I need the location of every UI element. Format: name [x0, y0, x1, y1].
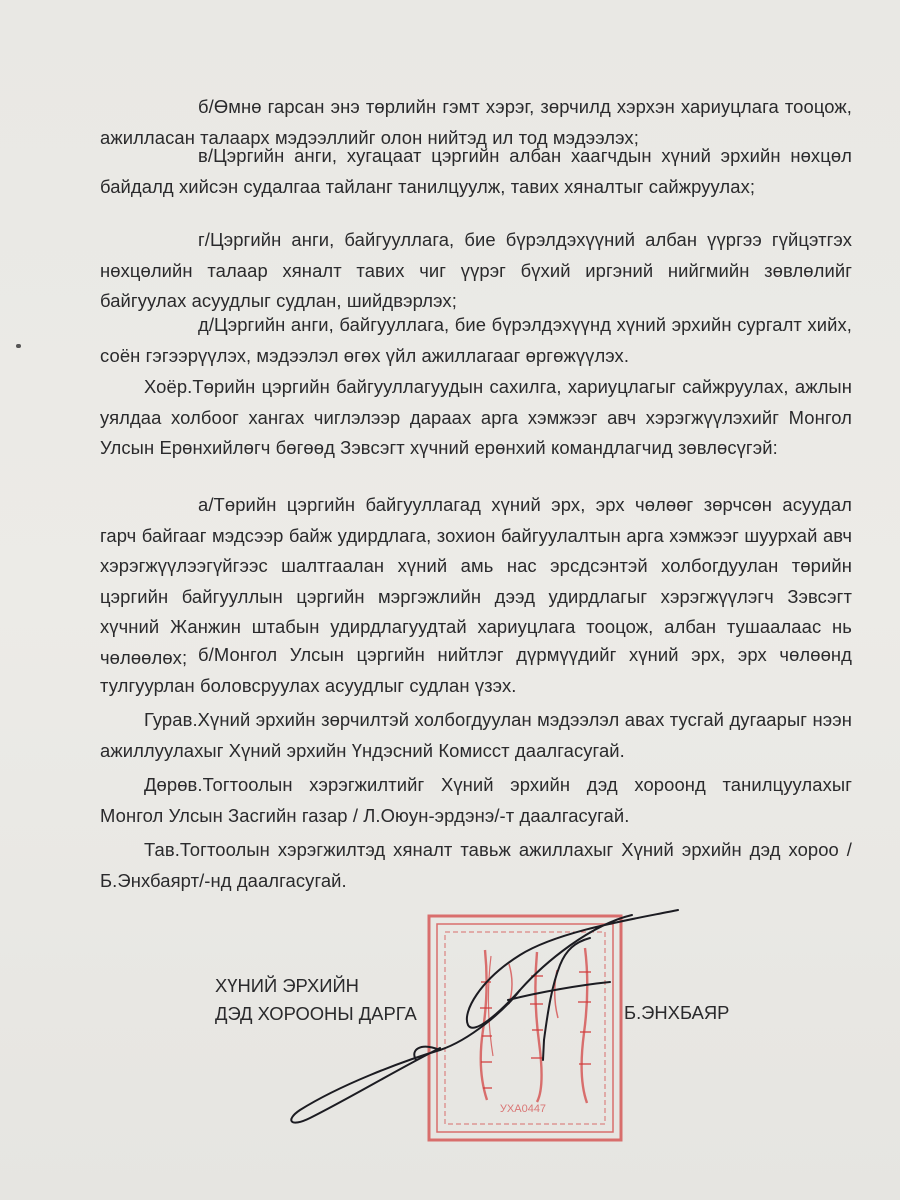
margin-mark: [16, 344, 21, 348]
paragraph-d-training: д/Цэргийн анги, байгууллага, бие бүрэлдэхүүнд хүний эрхийн сургалт хийх, соён гэгээрүүлэх, мэдээлэл өгөх үйл ажиллагааг өргөжүүлэх.: [100, 314, 852, 366]
signatory-name: Б.ЭНХБАЯР: [624, 1002, 730, 1023]
signatory-title-line1: ХҮНИЙ ЭРХИЙН: [215, 975, 359, 996]
paragraph-two-discipline: Хоёр.Төрийн цэргийн байгууллагуудын сахилга, хариуцлагыг сайжруулах, ажлын уялдаа холбоог хангах чиглэлээр дараах арга хэмжээг авч хэрэгжүүлэхийг Монгол Улсын Ерөнхийлөгч бөгөөд Зэвсэгт хүчний ерөнхий командлагчид зөвлөсүгэй:: [100, 376, 852, 458]
paragraph-five-oversight: Тав.Тогтоолын хэрэгжилтэд хяналт тавьж ажиллахыг Хүний эрхийн дэд хороо /Б.Энхбаярт/-нд даалгасугай.: [100, 839, 852, 891]
paragraph-four-government: Дөрөв.Тогтоолын хэрэгжилтийг Хүний эрхийн дэд хороонд танилцуулахыг Монгол Улсын Засгийн газар / Л.Оюун-эрдэнэ/-т даалгасугай.: [100, 774, 852, 826]
paragraph-b-regulations: б/Монгол Улсын цэргийн нийтлэг дүрмүүдийг хүний эрх, эрх чөлөөнд тулгуурлан боловсруулах асуудлыг судлан үзэх.: [100, 644, 852, 696]
signatory-title-line2: ДЭД ХОРООНЫ ДАРГА: [215, 1003, 417, 1024]
paragraph-three-hotline: Гурав.Хүний эрхийн зөрчилтэй холбогдуулан мэдээлэл авах тусгай дугаарыг нээн ажиллуулахыг Хүний эрхийн Үндэсний Комисст даалгасугай.: [100, 709, 852, 761]
signatory-title: [215, 972, 417, 1028]
paragraph-v-study-report: в/Цэргийн анги, хугацаат цэргийн албан хаагчдын хүний эрхийн нөхцөл байдалд хийсэн судалгаа тайланг танилцуулж, тавих хяналтыг сайжруулах;: [100, 145, 852, 197]
official-stamp: [425, 912, 625, 1144]
paragraph-g-civil-council: г/Цэргийн анги, байгууллага, бие бүрэлдэхүүний албан үүргээ гүйцэтгэх нөхцөлийн талаар хяналт тавих чиг үүрэг бүхий иргэний нийгмийн зөвлөлийг байгуулах асуудлыг судлан, шийдвэрлэх;: [100, 229, 852, 311]
paragraph-a-accountability: а/Төрийн цэргийн байгууллагад хүний эрх, эрх чөлөөг зөрчсөн асуудал гарч байгааг мэдсээр байж удирдлага, зохион байгуулалтын арга хэмжээг шуурхай авч хэрэгжүүлээгүйгээс шалтгаалан хүний амь нас эрсдсэнтэй холбогдуулан төрийн цэргийн байгууллын цэргийн мэргэжлийн дээд удирдлагыг хэрэгжүүлэгч Зэвсэгт хүчний Жанжин штабын удирдлагуудтай хариуцлага тооцож, албан тушаалаас нь чөлөөлөх;: [100, 494, 852, 668]
paragraph-b-publicize: б/Өмнө гарсан энэ төрлийн гэмт хэрэг, зөрчилд хэрхэн хариуцлага тооцож, ажилласан талаарх мэдээллийг олон нийтэд ил тод мэдээлэх;: [100, 96, 852, 148]
stamp-serial: УХА0447: [499, 1103, 547, 1115]
